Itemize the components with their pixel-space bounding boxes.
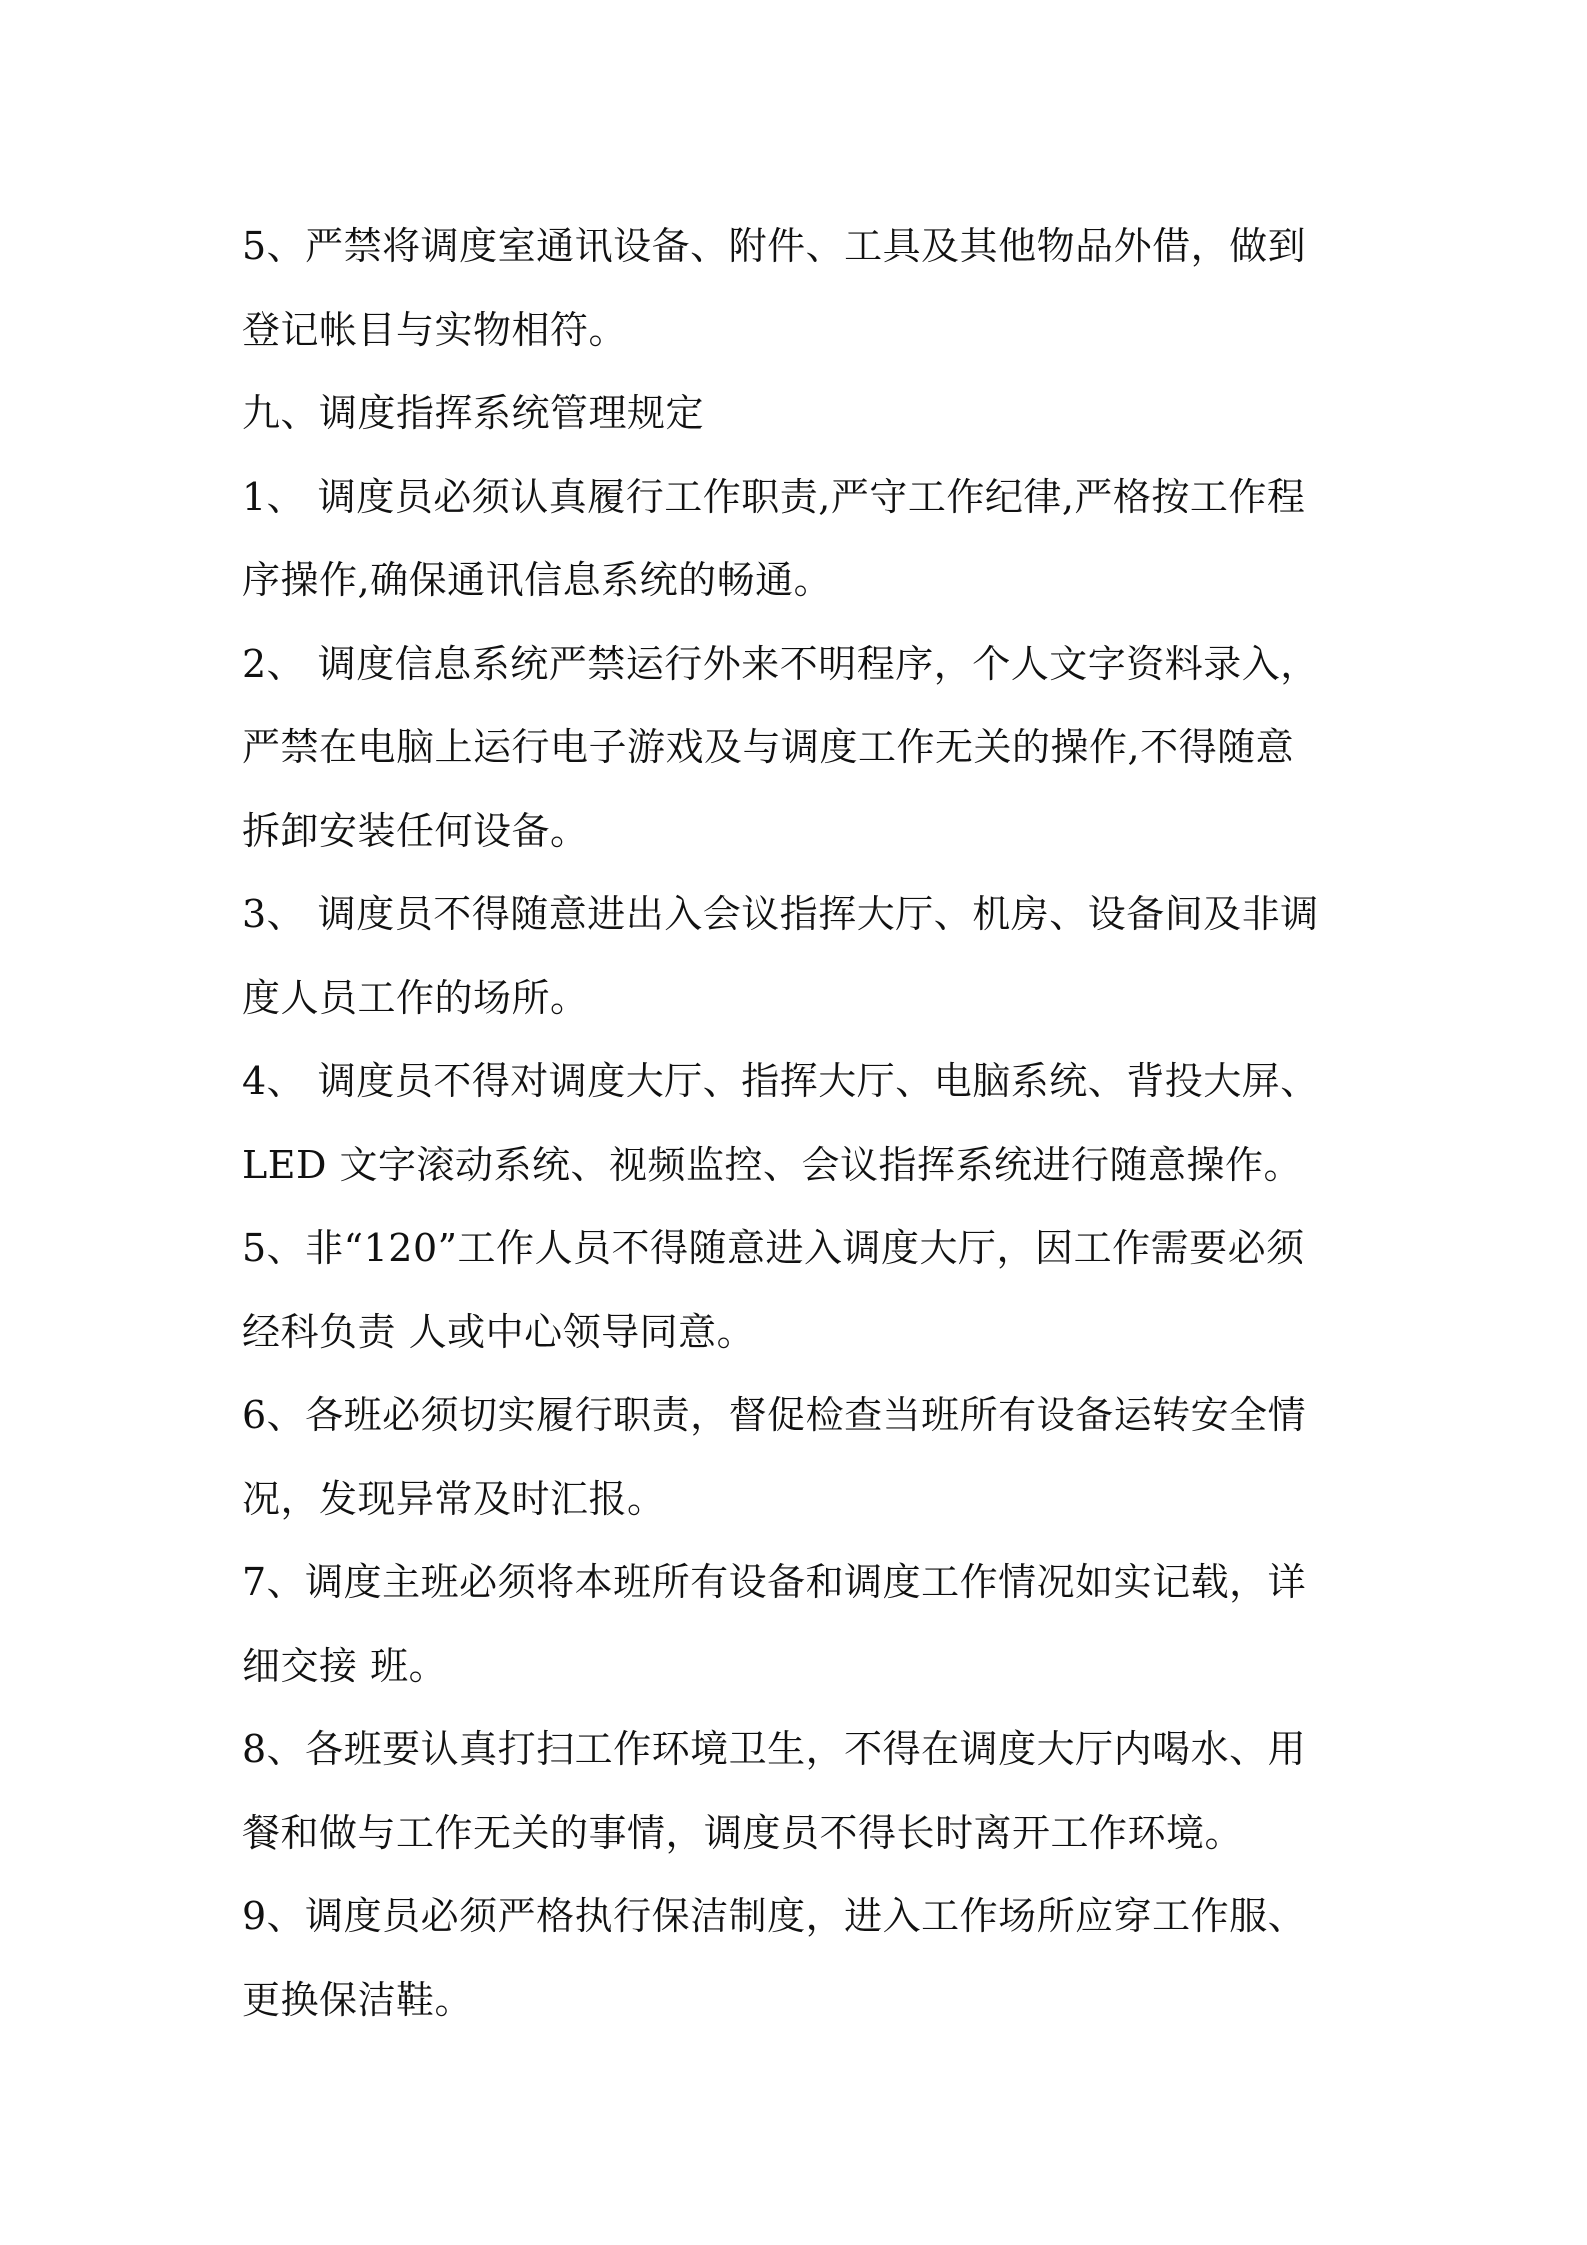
section-heading: 九、调度指挥系统管理规定 [242, 391, 705, 435]
text-line: 细交接 班。 [242, 1643, 448, 1688]
text-line: 餐和做与工作无关的事情，调度员不得长时离开工作环境。 [242, 1810, 1244, 1855]
text-line: 5、非“120”工作人员不得随意进入调度大厅，因工作需要必须 [242, 1226, 1305, 1270]
document-body [242, 205, 1357, 2042]
text-line: LED 文字滚动系统、视频监控、会议指挥系统进行随意操作。 [242, 1142, 1303, 1187]
text-line: 4、 调度员不得对调度大厅、指挥大厅、电脑系统、背投大屏、 [242, 1059, 1319, 1103]
text-line: 6、各班必须切实履行职责，督促检查当班所有设备运转安全情 [242, 1393, 1307, 1437]
text-line: 5、严禁将调度室通讯设备、附件、工具及其他物品外借，做到 [242, 224, 1307, 268]
text-line: 况，发现异常及时汇报。 [242, 1476, 666, 1521]
text-line: 2、 调度信息系统严禁运行外来不明程序，个人文字资料录入， [242, 641, 1319, 686]
text-line: 序操作,确保通讯信息系统的畅通。 [242, 558, 833, 602]
text-line: 严禁在电脑上运行电子游戏及与调度工作无关的操作,不得随意 [242, 725, 1295, 769]
text-line: 1、 调度员必须认真履行工作职责,严守工作纪律,严格按工作程 [242, 474, 1306, 519]
text-line: 拆卸安装任何设备。 [242, 808, 589, 853]
text-line: 8、各班要认真打扫工作环境卫生，不得在调度大厅内喝水、用 [242, 1727, 1307, 1771]
text-line: 3、 调度员不得随意进出入会议指挥大厅、机房、设备间及非调 [242, 892, 1319, 936]
text-line: 经科负责 人或中心领导同意。 [242, 1309, 756, 1354]
text-line: 9、调度员必须严格执行保洁制度，进入工作场所应穿工作服、 [242, 1894, 1307, 1938]
text-line: 度人员工作的场所。 [242, 975, 589, 1020]
text-line: 登记帐目与实物相符。 [242, 307, 628, 352]
text-line: 7、调度主班必须将本班所有设备和调度工作情况如实记载，详 [242, 1560, 1307, 1604]
text-line: 更换保洁鞋。 [242, 1977, 474, 2022]
